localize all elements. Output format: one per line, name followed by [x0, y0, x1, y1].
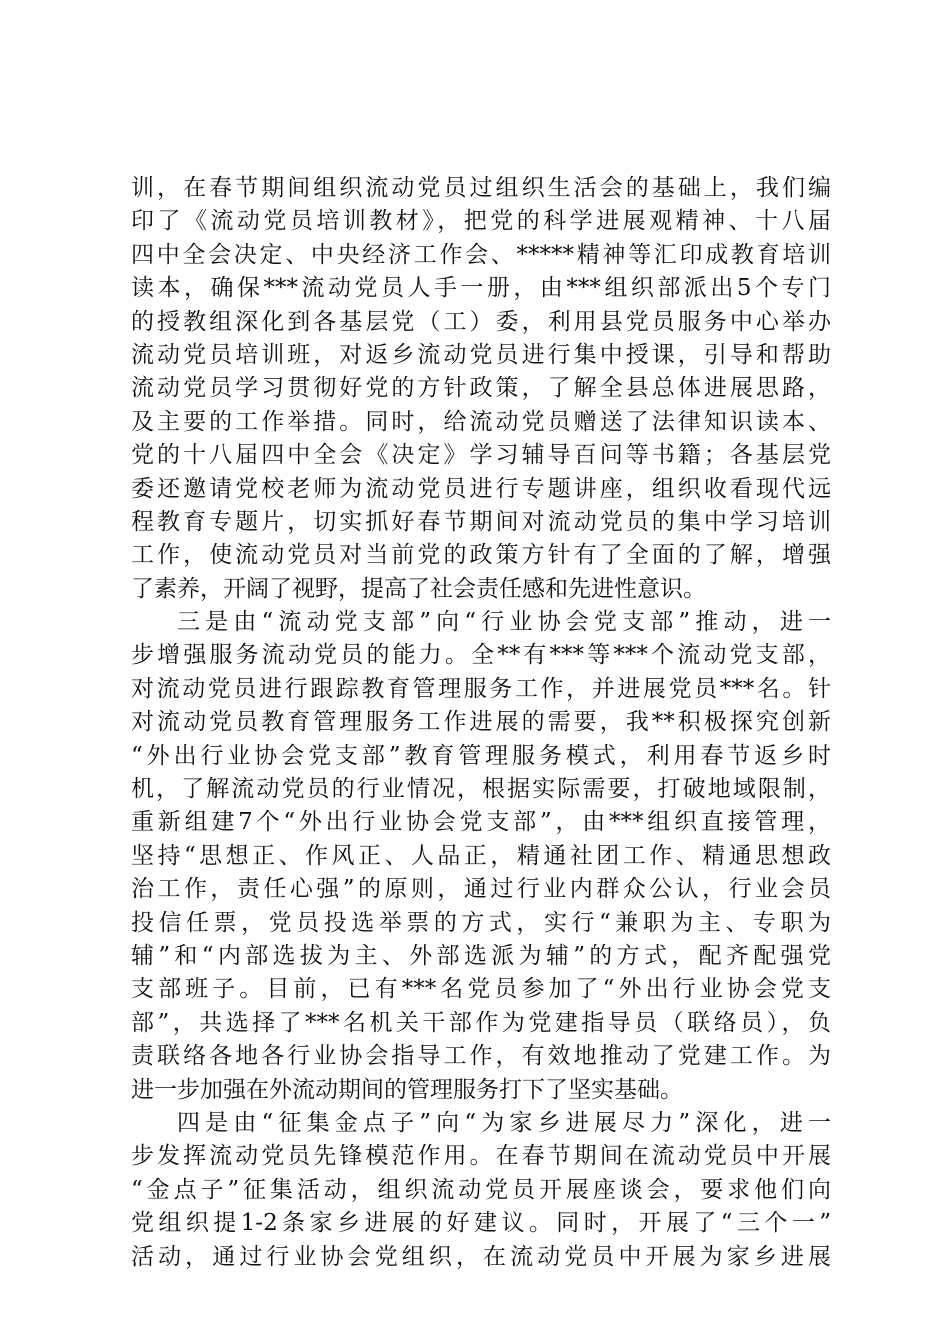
text-line: “外出行业协会党支部”教育管理服务模式，利用春节返乡时 [131, 742, 831, 769]
paragraph-1 [131, 172, 831, 606]
text-line: 训，在春节期间组织流动党员过组织生活会的基础上，我们编 [131, 175, 831, 201]
text-line: 部”，共选择了***名机关干部作为党建指导员（联络员），负 [131, 1009, 831, 1036]
text-line: 读本，确保***流动党员人手一册，由***组织部派出5个专门 [131, 275, 831, 302]
text-line: 工作，使流动党员对当前党的政策方针有了全面的了解，增强 [131, 542, 831, 569]
text-line: 对流动党员进行跟踪教育管理服务工作，并进展党员***名。针 [131, 675, 831, 702]
text-line: 支部班子。目前，已有***名党员参加了“外出行业协会党支 [131, 976, 831, 1003]
text-line: 进一步加强在外流动期间的管理服务打下了坚实基础。 [131, 1076, 683, 1103]
text-line: 流动党员培训班，对返乡流动党员进行集中授课，引导和帮助 [131, 341, 831, 368]
text-line: “金点子”征集活动，组织流动党员开展座谈会，要求他们向 [131, 1176, 831, 1203]
text-line: 对流动党员教育管理服务工作进展的需要，我**积极探究创新 [131, 709, 831, 736]
text-line: 三是由“流动党支部”向“行业协会党支部”推动，进一 [177, 609, 831, 636]
text-line: 的授教组深化到各基层党（工）委，利用县党员服务中心举办 [131, 308, 831, 335]
text-line: 机，了解流动党员的行业情况，根据实际需要，打破地域限制， [131, 776, 831, 803]
text-line: 步发挥流动党员先锋模范作用。在春节期间在流动党员中开展 [131, 1143, 831, 1170]
text-line: 坚持“思想正、作风正、人品正，精通社团工作、精通思想政 [131, 842, 831, 869]
text-line: 步增强服务流动党员的能力。全**有***等***个流动党支部， [131, 642, 831, 669]
text-line: 委还邀请党校老师为流动党员进行专题讲座，组织收看现代远 [131, 475, 831, 502]
text-line: 四是由“征集金点子”向“为家乡进展尽力”深化，进一 [177, 1109, 831, 1136]
text-line: 党组织提1-2条家乡进展的好建议。同时，开展了“三个一” [131, 1210, 831, 1237]
text-line: 四中全会决定、中央经济工作会、*****精神等汇印成教育培训 [131, 241, 831, 268]
text-line: 活动，通过行业协会党组织，在流动党员中开展为家乡进展 [131, 1243, 831, 1270]
text-line: 治工作，责任心强”的原则，通过行业内群众公认，行业会员 [131, 876, 831, 903]
text-line: 程教育专题片，切实抓好春节期间对流动党员的集中学习培训 [131, 508, 831, 535]
text-line: 责联络各地各行业协会指导工作，有效地推动了党建工作。为 [131, 1043, 831, 1070]
text-line: 流动党员学习贯彻好党的方针政策，了解全县总体进展思路， [131, 375, 831, 402]
paragraph-2 [131, 606, 831, 1107]
body-text [131, 172, 831, 1274]
paragraph-3 [131, 1107, 831, 1274]
text-line: 辅”和“内部选拔为主、外部选派为辅”的方式，配齐配强党 [131, 942, 831, 969]
text-line: 印了《流动党员培训教材》，把党的科学进展观精神、十八届 [131, 208, 831, 235]
text-line: 党的十八届四中全会《决定》学习辅导百问等书籍；各基层党 [131, 442, 831, 469]
text-line: 投信任票，党员投选举票的方式，实行“兼职为主、专职为 [131, 909, 831, 936]
text-line: 及主要的工作举措。同时，给流动党员赠送了法律知识读本、 [131, 408, 831, 435]
text-line: 了素养，开阔了视野，提高了社会责任感和先进性意识。 [131, 575, 706, 602]
text-line: 重新组建7个“外出行业协会党支部”，由***组织直接管理， [131, 809, 831, 836]
